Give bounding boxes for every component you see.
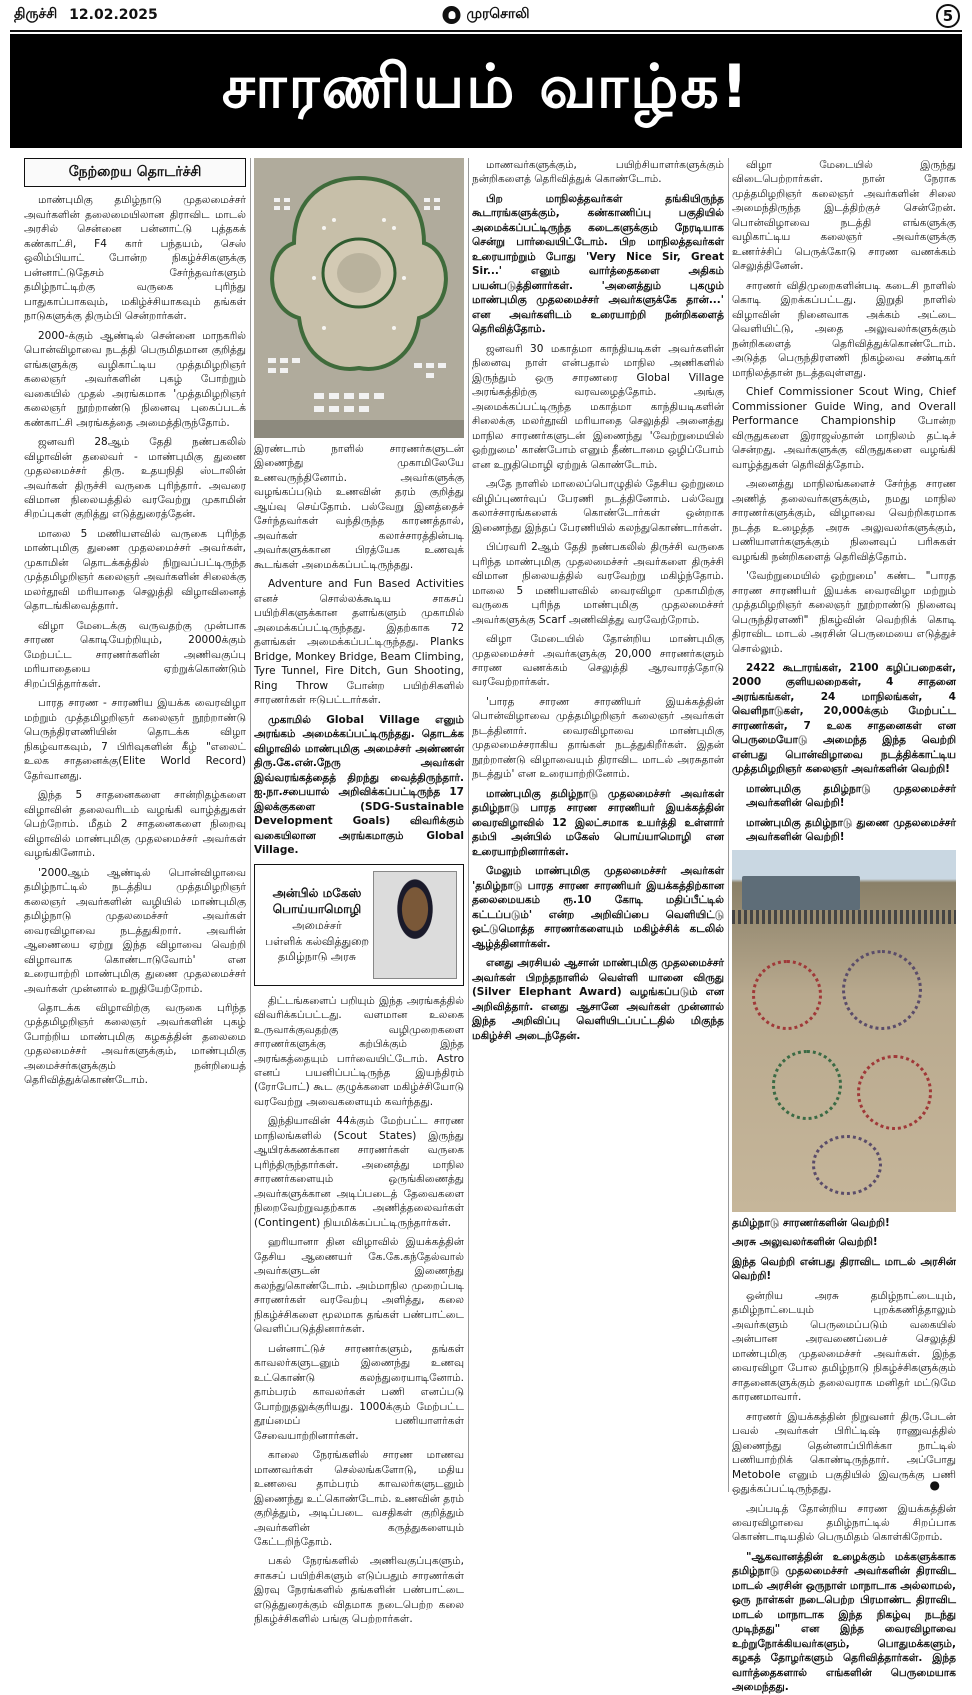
article-paragraph: மாணவர்களுக்கும், பயிற்சியாளர்களுக்கும் நன்றிகளைத் தெரிவித்துக் கொண்டோம். bbox=[472, 159, 724, 186]
aerial-campsite-photo bbox=[254, 158, 464, 438]
column-divider bbox=[728, 158, 729, 1492]
article-paragraph: சாரணர் விதிமுறைகளின்படி கடைசி நாளில் கொடி இறக்கப்பட்டது. இறுதி நாளில் விழாவின் நினைவாக அக்கம் அட்டை வெளியிட்டு, அதை அலுவலர்களுக்கும் நன்றிகளைத் தெரிவித்துக்கொண்டோம். அடுத்த பெருந்திரளணி நிகழ்வை சண்டிகர் மாநிலத்தான் நடத்தவுள்ளது. bbox=[732, 279, 956, 379]
article-paragraph: ஜனவரி 30 மகாத்மா காந்தியடிகள் அவர்களின் நினைவு நாள் என்பதால் மாநில அணிகளில் இருந்தும் ஒரு சாரணரை Global Village அரங்கத்திற்கு வரவழைத்தோம். அங்கு அமைக்கப்பட்டிருந்த மகாத்மா காந்தியடிகளின் சிலைக்கு மலர்தூவி மரியாதை செலுத்தி அனைத்து மாநில சாரணர்களுடன் இணைந்து 'வேற்றுமையில் ஒற்றுமை' காண்போம் எனும் தீண்டாமை ஒழிப்போம் என உறுதிமொழி ஏற்றுக் கொண்டோம். bbox=[472, 342, 724, 471]
article-paragraph: அனைத்து மாநிலங்களைச் சேர்ந்த சாரண அணித் தலைவர்களுக்கும், நமது மாநில சாரணர்களுக்கும், விழாவை வெற்றிகரமாக நடத்த உழைத்த அரசு அலுவலர்களுக்கும், பணியாளர்களுக்கும் நினைவுப் பரிசுகள் வழங்கி நன்றிகளைத் தெரிவித்தோம். bbox=[732, 478, 956, 563]
article-paragraph: எனது அரசியல் ஆசான் மாண்புமிகு முதலமைச்சர் அவர்கள் பிறந்தநாளில் வெள்ளி யானை விருது (Silver Elephant Award) வழங்கப்படும் என அறிவித்தார். எனது ஆசானே அவர்கள் முன்னால் இந்த அறிவிப்பு வெளியிடப்பட்டதில் மிகுந்த மகிழ்ச்சி அடைந்தேன். bbox=[472, 957, 724, 1042]
end-mark-icon: ● bbox=[929, 1478, 940, 1492]
article-paragraph: காலை நேரங்களில் சாரண மாணவ மாணவர்கள் செல்லங்களோடு, மதிய உணவை தாம்பரம் காவலர்களுடனும் இணைந்து உட்கொண்டோம். உணவின் தரம் குறித்தும், அடிப்படை வசதிகள் குறித்தும் அவர்களின் கருத்துகளையும் கேட்டறிந்தோம். bbox=[254, 1449, 464, 1548]
article-paragraph: Chief Commissioner Scout Wing, Chief Commissioner Guide Wing, and Overall Performance Championship போன்ற விருதுகளை இராஜஸ்தான் மாநிலம் தட்டிச் சென்றது. அவர்களுக்கு விருதுகளை வழங்கி வாழ்த்துகள் தெரிவித்தோம். bbox=[732, 386, 956, 471]
article-paragraph: அப்படித் தோன்றிய சாரண இயக்கத்தின் வைரவிழாவை தமிழ்நாட்டில் சிறப்பாக கொண்டாடியதில் பெருமிதம் கொள்கிறோம். bbox=[732, 1502, 956, 1544]
article-paragraph: 'பாரத சாரண சாரணியர் இயக்கத்தின் பொன்விழாவை முத்தமிழறிஞர் கலைஞர் அவர்கள் நடத்தினார். வைரவிழாவை மாண்புமிகு முதலமைச்சராகிய தாங்கள் நடத்துகிறீர்கள். இதன் நூற்றாண்டு விழாவையும் திராவிட மாடல் அரசுதான் நடத்தும்' என உரையாற்றினோம். bbox=[472, 695, 724, 781]
author-byline-box bbox=[254, 864, 464, 986]
article-paragraph: முகாமில் Global Village எனும் அரங்கம் அமைக்கப்பட்டிருந்தது. தொடக்க விழாவில் மாண்புமிகு அமைச்சர் அண்ணன் திரு.கே.என்.நேரு அவர்கள் இவ்வரங்கத்தைத் திறந்து வைத்திருந்தார். ஐ.நா.சபையால் அறிவிக்கப்பட்டிருந்த 17 இலக்குகளை (SDG-Sustainable Development Goals) விவரிக்கும் வகையிலான அரங்கமாகும் Global Village. bbox=[254, 713, 464, 857]
article-paragraph: ஜனவரி 28ஆம் தேதி நண்பகலில் விழாவின் தலைவர் - மாண்புமிகு துணை முதலமைச்சர் திரு. உதயநிதி ஸ்டாலின் அவர்கள் திருச்சி வருகை புரிந்தார். அவரை விமான நிலையத்தில் வரவேற்று முகாமின் சிறப்புகள் குறித்து எடுத்துரைத்தேன். bbox=[24, 436, 246, 521]
brand-name: முரசொலி bbox=[466, 6, 530, 22]
article-paragraph: 2422 கூடாரங்கள், 2100 கழிப்பறைகள், 2000 குளியலறைகள், 4 சாதனை அரங்கங்கள், 24 மாநிலங்கள், 4 வெளிநாடுகள், 20,000க்கும் மேற்பட்ட சாரணர்கள், 7 உலக சாதனைகள் என பெருமையோடு அமைந்த இந்த வெற்றி என்பது பொன்விழாவை நடத்திக்காட்டிய முத்தமிழறிஞர் கலைஞர் அவர்களின் வெற்றி! bbox=[732, 661, 956, 776]
article-column-4 bbox=[732, 158, 956, 1694]
article-paragraph: ஹரியானா தின விழாவில் இயக்கத்தின் தேசிய ஆணையர் கே.கே.கந்தேல்வால் அவர்களுடன் இணைந்து கலந்துகொண்டோம். அம்மாநில முறைப்படி சாரணர்கள் வரவேற்பு அளித்து, கலை நிகழ்ச்சிகளை மூலமாக தங்கள் பண்பாட்டை வெளிப்படுத்தினார்கள். bbox=[254, 1236, 464, 1336]
page-number: 5 bbox=[936, 4, 960, 28]
author-government: தமிழ்நாடு அரசு bbox=[277, 950, 357, 964]
article-column-1 bbox=[24, 158, 246, 1492]
edition-date: 12.02.2025 bbox=[69, 7, 158, 23]
formation-ring bbox=[772, 1050, 842, 1120]
article-paragraph: பகல் நேரங்களில் அணிவகுப்புகளும், சாகசப் பயிற்சிகளும் எடுப்பதும் சாரணர்கள் இரவு நேரங்களில் தங்களின் பண்பாட்டை எடுத்துரைக்கும் விதமாக நடைபெற்ற கலை நிகழ்ச்சிகளில் பங்கு பெற்றார்கள். bbox=[254, 1555, 464, 1626]
author-department: பள்ளிக் கல்வித்துறை bbox=[264, 934, 370, 948]
article-column-3 bbox=[472, 158, 724, 1492]
formation-ring bbox=[857, 1055, 932, 1130]
article-paragraph: மாண்புமிகு தமிழ்நாடு முதலமைச்சர் அவர்களின் வெற்றி! bbox=[746, 782, 956, 810]
article-paragraph: 'வேற்றுமையில் ஒற்றுமை' கண்ட "பாரத சாரண சாரணியர் இயக்க வைரவிழா மற்றும் முத்தமிழறிஞர் கலைஞர் நூற்றாண்டு நினைவு பெருந்திரளணி" நிகழ்வின் வெற்றிக் கொடி திராவிட மாடல் அரசின் பெருமையை எடுத்துச் சொல்லும். bbox=[732, 570, 956, 655]
formation-ring bbox=[842, 950, 922, 1030]
article-paragraph: "ஆகவானத்தின் உழைக்கும் மக்களுக்காக தமிழ்நாடு முதலமைச்சர் அவர்களின் திராவிட மாடல் அரசின் ஒருநாள் மாநாடாக அல்லாமல், ஒரு நாள்கள் நடைபெற்ற பிரமாண்ட திராவிட மாடல் மாநாடாக இந்த நிகழ்வு நடந்து முடிந்தது" என இந்த வைரவிழாவை உற்றுநோக்கியவர்களும், பொதுமக்களும், கழகத் தோழர்களும் தெரிவித்தார்கள். இந்த வார்த்தைகளால் எங்களின் பெருமையாக அமைந்தது. bbox=[732, 1550, 956, 1694]
photo-crowd bbox=[732, 910, 956, 924]
author-portrait bbox=[373, 871, 457, 979]
article-paragraph: மாண்புமிகு தமிழ்நாடு முதலமைச்சர் அவர்களின் தலைமையிலான திராவிட மாடல் அரசில் சென்னை பன்னாட்டு புத்தகக் கண்காட்சி, F4 கார் பந்தயம், செஸ் ஒலிம்பியாட் போன்ற நிகழ்ச்சிகளுக்கு பன்னாட்டுதேசம் சேர்ந்தவர்களும் தமிழ்நாட்டிற்கு வருகை புரிந்து பாதுகாப்பாகவும், மகிழ்ச்சியாகவும் தங்கள் நாடுகளுக்கு திரும்பி சென்றார்கள். bbox=[24, 194, 246, 323]
article-paragraph: அதே நாளில் மாலைப்பொழுதில் தேசிய ஒற்றுமை விழிப்புணர்வுப் பேரணி நடத்தினோம். பல்வேறு கலாச்சாரங்களைக் கொண்டோர்கள் ஒன்றாக இணைந்து இந்தப் பேரணியில் கலந்துகொண்டார்கள். bbox=[472, 478, 724, 534]
formation-ring bbox=[752, 960, 822, 1030]
author-role: அமைச்சர் bbox=[292, 919, 342, 933]
column-divider bbox=[250, 158, 251, 1492]
article-paragraph: தொடக்க விழாவிற்கு வருகை புரிந்த முத்தமிழறிஞர் கலைஞர் அவர்களின் புகழ் போற்றிய மாண்புமிகு கழகத்தின் தலைமை முதலமைச்சர் அவர்களுக்கும், மாண்புமிகு அமைச்சர்களுக்கும் நன்றியைத் தெரிவித்துக்கொண்டோம். bbox=[24, 1001, 246, 1087]
edition-city: திருச்சி bbox=[14, 6, 58, 22]
article-paragraph: மேலும் மாண்புமிகு முதலமைச்சர் அவர்கள் 'தமிழ்நாடு பாரத சாரண சாரணியர் இயக்கத்திற்கான தலைமையகம் ரூ.10 கோடி மதிப்பீட்டில் கட்டப்படும்' என்ற அறிவிப்பை வெளியிட்டு ஒட்டுமொத்த சாரணர்களையும் மகிழ்ச்சிக் கடலில் ஆழ்த்தினார்கள். bbox=[472, 865, 724, 950]
stadium-formation-photo bbox=[732, 850, 956, 1212]
article-paragraph: 2000-க்கும் ஆண்டில் சென்னை மாநகரில் பொன்விழாவை நடத்தி பெருமிதமான குறித்து எங்களுக்கு வழிகாட்டிய முத்தமிழறிஞர் கலைஞர் அவர்களின் புகழ் போற்றும் வகையில் முதல் அரங்கமாக 'முத்தமிழறிஞர் கலைஞர் நூற்றாண்டு நினைவு புகைப்படக் கண்காட்சி அரங்கத்தை அமைத்திருந்தோம். bbox=[24, 329, 246, 429]
newspaper-logo-icon bbox=[443, 6, 461, 24]
continuation-subhead: நேற்றைய தொடர்ச்சி bbox=[24, 158, 246, 187]
article-column-2 bbox=[254, 158, 464, 1626]
author-name: அன்பில் மகேஸ் பொய்யாமொழி bbox=[272, 885, 362, 917]
article-paragraph: பிப்ரவரி 2ஆம் தேதி நண்பகலில் திருச்சி வருகை புரிந்த மாண்புமிகு முதலமைச்சர் அவர்களை திருச்சி விமான நிலையத்தில் வரவேற்று மகிழ்ந்தோம். மாலை 5 மணியளவில் வைரவிழா முகாமிற்கு வருகை புரிந்த மாண்புமிகு முதலமைச்சர் அவர்களுக்கு Scarf அணிவித்து வரவேற்றோம். bbox=[472, 541, 724, 626]
article-paragraph: மாலை 5 மணியளவில் வருகை புரிந்த மாண்புமிகு துணை முதலமைச்சர் அவர்கள், முகாமின் தொடக்கத்தில் நிறுவப்பட்டிருந்த முத்தமிழறிஞர் கலைஞர் அவர்களின் சிலைக்கு மலர்தூவி மரியாதை செலுத்தி விழாவினைத் தொடங்கிவைத்தார். bbox=[24, 527, 246, 613]
article-paragraph: விழா மேடைக்கு வருவதற்கு முன்பாக சாரண கொடியேற்றியும், 20000க்கும் மேற்பட்ட சாரணர்களின் அணிவகுப்பு மரியாதையை ஏற்றுக்கொண்டும் சிறப்பித்தார்கள். bbox=[24, 619, 246, 690]
article-paragraph: மாண்புமிகு தமிழ்நாடு துணை முதலமைச்சர் அவர்களின் வெற்றி! bbox=[746, 816, 956, 844]
header-rule bbox=[10, 30, 962, 32]
caption-line: இந்த வெற்றி என்பது திராவிட மாடல் அரசின் வெற்றி! bbox=[732, 1255, 956, 1283]
newspaper-brand bbox=[443, 6, 530, 24]
article-paragraph: திட்டங்களைப் பறியும் இந்த அரங்கத்தில் விவரிக்கப்பட்டது. வளமான உலகை உருவாக்குவதற்கு வழிமுறைகளை சாரணர்களுக்கு கற்பிக்கும் இந்த அரங்கத்தையும் பார்வையிட்டோம். Astro எனப் பயனிப்பட்டிருந்த இயந்திரம் (ரோபோட்) கூட குழுக்களை மகிழ்ச்சியோடு வரவேற்று அவைகளையும் கவர்ந்தது. bbox=[254, 994, 464, 1108]
aerial-campsite-illustration bbox=[254, 158, 464, 438]
article-paragraph: பாரத சாரண - சாரணிய இயக்க வைரவிழா மற்றும் முத்தமிழறிஞர் கலைஞர் நூற்றாண்டு பெருந்திரளணியின் தொடக்க விழா நிகழ்வாகவும், 7 பிரிவுகளின் கீழ் "எலைட் உலக சாதனைக்கு(Elite World Record) தேர்வானது. bbox=[24, 697, 246, 782]
article-paragraph: விழா மேடையில் இருந்து விடைபெற்றார்கள். நான் நேராக முத்தமிழறிஞர் கலைஞர் அவர்களின் சிலை அமைந்திருந்த இடத்திற்குச் சென்றேன். பொன்விழாவை நடத்தி எங்களுக்கு வழிகாட்டிய கலைஞர் அவர்களுக்கு உணர்ச்சிப் பெருக்கோடு சாரண வணக்கம் செலுத்தினேன். bbox=[732, 159, 956, 273]
article-paragraph: மாண்புமிகு தமிழ்நாடு முதலமைச்சர் அவர்கள் தமிழ்நாடு பாரத சாரண சாரணியர் இயக்கத்தின் வைரவிழாவில் 12 இலட்சமாக உயர்த்தி உள்ளார் தம்பி அன்பில் மகேஸ் பொய்யாமொழி என உரையாற்றினார்கள். bbox=[472, 787, 724, 858]
article-paragraph: இந்தியாவின் 44க்கும் மேற்பட்ட சாரண மாநிலங்களில் (Scout States) இருந்து ஆயிரக்கணக்கான சாரணர்கள் வருகை புரிந்திருந்தார்கள். அனைத்து மாநில சாரணர்களையும் ஒருங்கிணைத்து அவர்களுக்கான அடிப்படைத் தேவைகளை நிறைவேற்றுவதற்காக அணித்தலைவர்கள் (Contingent) நியமிக்கப்பட்டிருந்தார்கள். bbox=[254, 1115, 464, 1229]
article-paragraph: '2000ஆம் ஆண்டில் பொன்விழாவை தமிழ்நாட்டில் நடத்திய முத்தமிழறிஞர் கலைஞர் அவர்களின் வழியில் மாண்புமிகு தமிழ்நாடு முதலமைச்சர் அவர்கள் வைரவிழாவை நடத்துகிறார். அவரின் ஆணையை ஏற்று இந்த விழாவை வெற்றி விழாவாக கொண்டாடுவோம்' என உரையாற்றி மாண்புமிகு துணை முதலமைச்சர் அவர்கள் முன்னால் உறுதியேற்றோம். bbox=[24, 866, 246, 995]
article-paragraph: பிற மாநிலத்தவர்கள் தங்கியிருந்த கூடாரங்களுக்கும், கண்காணிப்பு பகுதியில் அமைக்கப்பட்டிருந்த கடைகளுக்கும் நேரடியாக சென்று பார்வையிட்டோம். பிற மாநிலத்தவர்கள் உரையாற்றும் போது 'Very Nice Sir, Great Sir...' எனும் வார்த்தைகளை அதிகம் பயன்படுத்தினார்கள். 'அனைத்தும் புகழும் மாண்புமிகு முதலமைச்சர் அவர்களுக்கே தான்...' என அவர்களிடம் உரையாற்றி நன்றிகளைத் தெரிவித்தோம். bbox=[472, 192, 724, 336]
article-paragraph: இந்த 5 சாதனைகளை சான்றிதழ்களை விழாவின் தலைவரிடம் வழங்கி வாழ்த்துகள் பெற்றோம். மீதம் 2 சாதனைகளை நிறைவு விழாவில் மாண்புமிகு முதலமைச்சர் அவர்கள் வழங்கினோம். bbox=[24, 789, 246, 860]
article-paragraph: Adventure and Fun Based Activities எனச் சொல்லக்கூடிய சாகசப் பயிற்சிகளுக்கான தளங்களும் முகாமில் அமைக்கப்பட்டிருந்தது. இதற்காக 72 தளங்கள் அமைக்கப்பட்டிருந்தது. Planks Bridge, Monkey Bridge, Beam Climbing, Tyre Tunnel, Fire Ditch, Gun Shooting, Ring Throw போன்ற பயிற்சிகளில் சாரணர்கள் ஈடுபட்டார்கள். bbox=[254, 578, 464, 707]
article-paragraph: பன்னாட்டுச் சாரணர்களும், தங்கள் காவலர்களுடனும் இணைந்து உணவு உட்கொண்டு கலந்துரையாடினோம். தாம்பரம் காவலர்கள் பணி எனப்படு போற்றுதலுக்குரியது. 1000க்கும் மேற்பட்ட தூய்மைப் பணியாளர்கள் சேவையாற்றினார்கள். bbox=[254, 1342, 464, 1442]
article-paragraph: விழா மேடையில் தோன்றிய மாண்புமிகு முதலமைச்சர் அவர்களுக்கு 20,000 சாரணர்களும் சாரண வணக்கம் செலுத்தி ஆரவாரத்தோடு வரவேற்றார்கள். bbox=[472, 633, 724, 689]
caption-line: அரசு அலுவலர்களின் வெற்றி! bbox=[732, 1236, 878, 1249]
caption-line: தமிழ்நாடு சாரணர்களின் வெற்றி! bbox=[732, 1216, 890, 1229]
page-headline: சாரணியம் வாழ்க! bbox=[10, 34, 962, 148]
photo-stage bbox=[742, 876, 860, 910]
formation-ring bbox=[812, 1135, 882, 1195]
article-paragraph: சாரணர் இயக்கத்தின் நிறுவனர் திரு.பேடன் பவல் அவர்கள் பிரிட்டிஷ் ராணுவத்தில் இணைந்து தென்னாப்பிரிக்கா நாட்டில் பணியாற்றிக் கொண்டிருந்தார். அப்போது Metobole எனும் பகுதியில் இவருக்கு பணி ஒதுக்கப்பட்டிருந்தது. bbox=[732, 1410, 956, 1496]
photo-caption: இரண்டாம் நாளில் சாரணர்களுடன் இணைந்து முகாமிலேயே உணவருந்தினோம். அவர்களுக்கு வழங்கப்படும் உணவின் தரம் குறித்து ஆய்வு செய்தோம். பல்வேறு இனத்தைச் சேர்ந்தவர்கள் வந்திருந்த காரணத்தால், அவர்கள் கலாச்சாரத்தின்படி அவர்களுக்கான பிரத்யேக உணவுக் கூடங்கள் அமைக்கப்பட்டிருந்தது. bbox=[254, 443, 464, 571]
article-paragraph: ஒன்றிய அரசு தமிழ்நாட்டையும், தமிழ்நாட்டையும் புறக்கணித்தாலும் அவர்களும் பெருமைப்படும் வகையில் அன்பான அரவணைப்பைச் செலுத்தி மாண்புமிகு முதலமைச்சர் அவர்கள். இந்த வைரவிழா போல தமிழ்நாடு நிகழ்ச்சிகளுக்கும் சாதனைகளுக்கும் தலைவராக மனிதர் மட்டுமே காரணமாவார். bbox=[732, 1289, 956, 1404]
masthead-bar bbox=[0, 0, 972, 30]
column-divider bbox=[468, 158, 469, 1492]
